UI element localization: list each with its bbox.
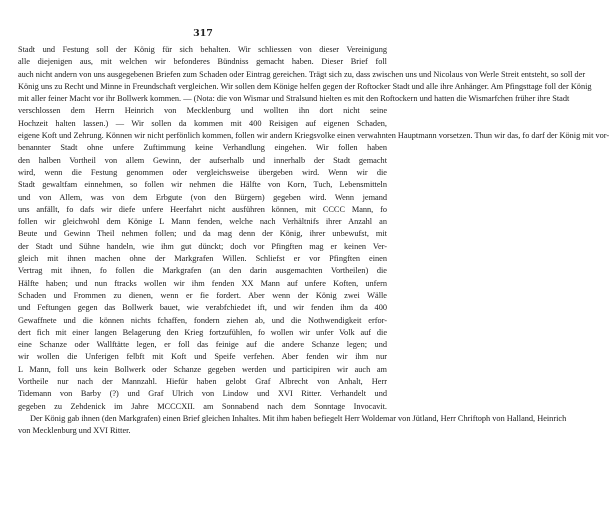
text-line: Stadt und Festung soll der König für sich behalten. Wir schliessen von dieser Vereinigung	[18, 45, 387, 54]
text-line: Hälfte haben; und nun ftracks wollen wir ihm fenden XX Mann auf unfere Koften, unfern	[18, 278, 387, 288]
text-line: von Mecklenburg und XVI Ritter.	[18, 426, 131, 436]
text-line: gegeben zu Zehdenick im Jahre MCCCXII. am Sonnabend nach dem Sonntage Invocavit.	[18, 401, 387, 411]
text-line: L Mann, foll uns kein Bollwerk oder Schanze gegeben werden und participiren wir auch am	[18, 364, 387, 374]
text-line: Hochzeit halten lassen.) — Wir sollen da kommen mit 400 Reisigen auf eigenen Schaden,	[18, 118, 387, 128]
text-line: Stadt gewaltfam einnehmen, so follen wir nehmen die Hälfte von Korn, Tuch, Lebensmitteln	[18, 180, 387, 190]
text-line: verschlossen dem Herrn Heinrich von Mecklenburg und wollten ihn dort nicht seine	[18, 106, 387, 116]
text-line: den halben Vortheil von allem Gewinn, der aufserhalb und innerhalb der Stadt gemacht	[18, 155, 387, 165]
text-line: König uns zu Recht und Minne in Freundschaft vergleichen. Wir sollen dem Könige helfen gegen der Roftocker Stadt und alle ihre Anhänger. Am Pfingsttage foll der König	[18, 81, 592, 91]
text-line: uns anfällt, fo dafs wir diefe unfere Heerfahrt nicht ausführen können, mit CCCC Mann, fo	[18, 204, 387, 214]
text-line: Der König gab ihnen (den Markgrafen) einen Brief gleichen Inhaltes. Mit ihm haben befiegelt Herr Woldemar von Jütland, Herr Chriftoph von Halland, Heinrich	[30, 413, 567, 423]
text-line: wir wollen die Unferigen felbft mit Koft und Speife verfehen. Aber fenden wir ihm nur	[18, 352, 387, 362]
text-line: eine Schanze oder Wallftätte legen, er foll das feinige auf die andere Schanze legen; und	[18, 340, 387, 350]
text-line: dert fich mit einer langen Belagerung den Krieg fortzufühlen, fo wollen wir unfer Volk auf die	[18, 327, 387, 337]
text-line: Tidemann von Barby (?) und Graf Ulrich von Lindow und XVI Ritter. Verhandelt und	[18, 389, 387, 399]
text-line: Schaden und Frommen zu dienen, wenn er fie fordert. Aber wenn der König zwei Wälle	[18, 290, 387, 300]
text-line: follen wir gleichwohl dem Könige L Mann fenden, welche nach Verhältnifs ihrer Anzahl an	[18, 217, 387, 227]
body-text	[18, 44, 609, 438]
text-line: gleich mit ihnen machen ohne der Markgrafen Willen. Schliefst er vor Pfingften einen	[18, 254, 387, 264]
text-line: benannter Stadt ohne unfere Zuftimmung keine Verhandlung eingehen. Wir follen haben	[18, 143, 387, 153]
text-line: Gewaffnete und die können nichts fchaffen, fondern ziehen ab, und die Nothwendigkeit erfor-	[18, 315, 387, 325]
text-line: Vertrag mit ihnen, fo follen die Markgrafen (an den darin ausgemachten Vortheilen) die	[18, 266, 387, 276]
page-number: 317	[193, 28, 213, 39]
text-line: und Feftungen gegen das Bollwerk bauet, wie verabfchiedet ift, und wir fenden ihm da 400	[18, 303, 387, 313]
text-line: alle diejenigen aus, mit welchen wir befonderes Bündniss gemacht haben. Dieser Brief foll	[18, 57, 387, 67]
text-line: wird, wenn die Festung genommen oder vergleichsweise übergeben wird. Wenn wir die	[18, 167, 387, 177]
text-line: auch nicht andern von uns ausgegebenen Briefen zum Schaden oder Eintrag gereichen. Trägt sich zu, dass zwischen uns und Nicolaus von Werle Streit entsteht, so soll der	[18, 69, 586, 79]
text-line: Beute und Gewinn Theil nehmen follen; und da mag denn der König, ihrer unbewufst, mit	[18, 229, 387, 239]
text-line: Vortheile nur nach der Mannzahl. Hiefür haben gelobt Graf Albrecht von Anhalt, Herr	[18, 377, 387, 387]
text-line: der Stadt und Sühne handeln, wie ihm gut dünckt; doch vor Pfingften mag er keinen Ver-	[18, 241, 387, 251]
text-line: eigene Koft und Zehrung. Können wir nicht perfönlich kommen, follen wir andern Kriegsvolke einen verwahnten Hauptmann vorsetzen. Thun wir das, fo darf der König mit vor-	[18, 131, 609, 141]
text-line: mit aller feiner Macht vor ihr Bollwerk kommen. — (Nota: die von Wismar und Stralsund hielten es mit den Roftockern und hatten die Wismarfchen früher ihre Stadt	[18, 94, 570, 104]
text-line: und von Allem, was von dem Erbgute (von den Bürgern) gegeben wird. Wenn jemand	[18, 192, 387, 202]
